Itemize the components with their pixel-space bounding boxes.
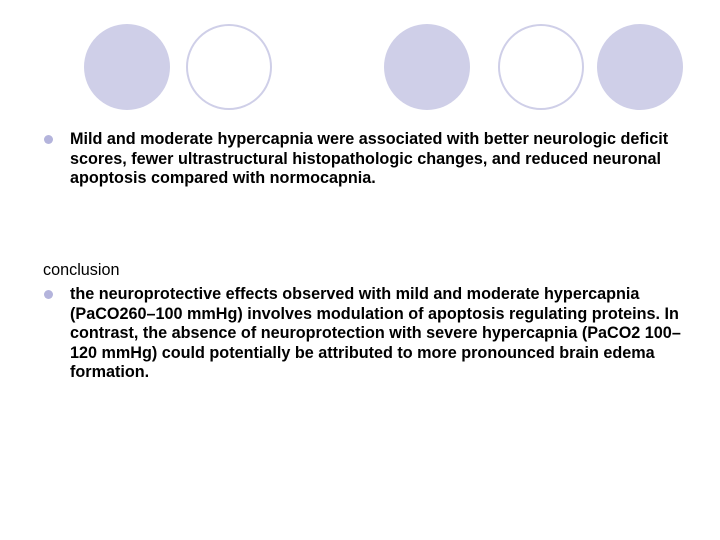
bullet-text: the neuroprotective effects observed with mild and moderate hypercapnia (PaCO260–100 mmHg) involves modulation of apoptosis regulating proteins. In contrast, the absence of neuroprotection with severe hypercapnia (PaCO2 100–120 mmHg) could potentially be attributed to more pronounced brain edema formation. xyxy=(70,285,681,381)
bullet-dot-icon xyxy=(44,290,53,299)
section-heading-conclusion: conclusion xyxy=(43,261,120,279)
bullet-item-conclusion xyxy=(44,285,684,383)
decorative-filled-circle xyxy=(84,24,170,110)
bullet-dot-icon xyxy=(44,135,53,144)
decorative-filled-circle xyxy=(597,24,683,110)
bullet-text: Mild and moderate hypercapnia were associated with better neurologic deficit scores, fewer ultrastructural histopathologic changes, and reduced neuronal apoptosis compared with normocapnia. xyxy=(70,130,669,187)
decorative-outline-circle xyxy=(498,24,584,110)
decorative-outline-circle xyxy=(186,24,272,110)
decorative-filled-circle xyxy=(384,24,470,110)
bullet-item-findings xyxy=(44,130,684,189)
